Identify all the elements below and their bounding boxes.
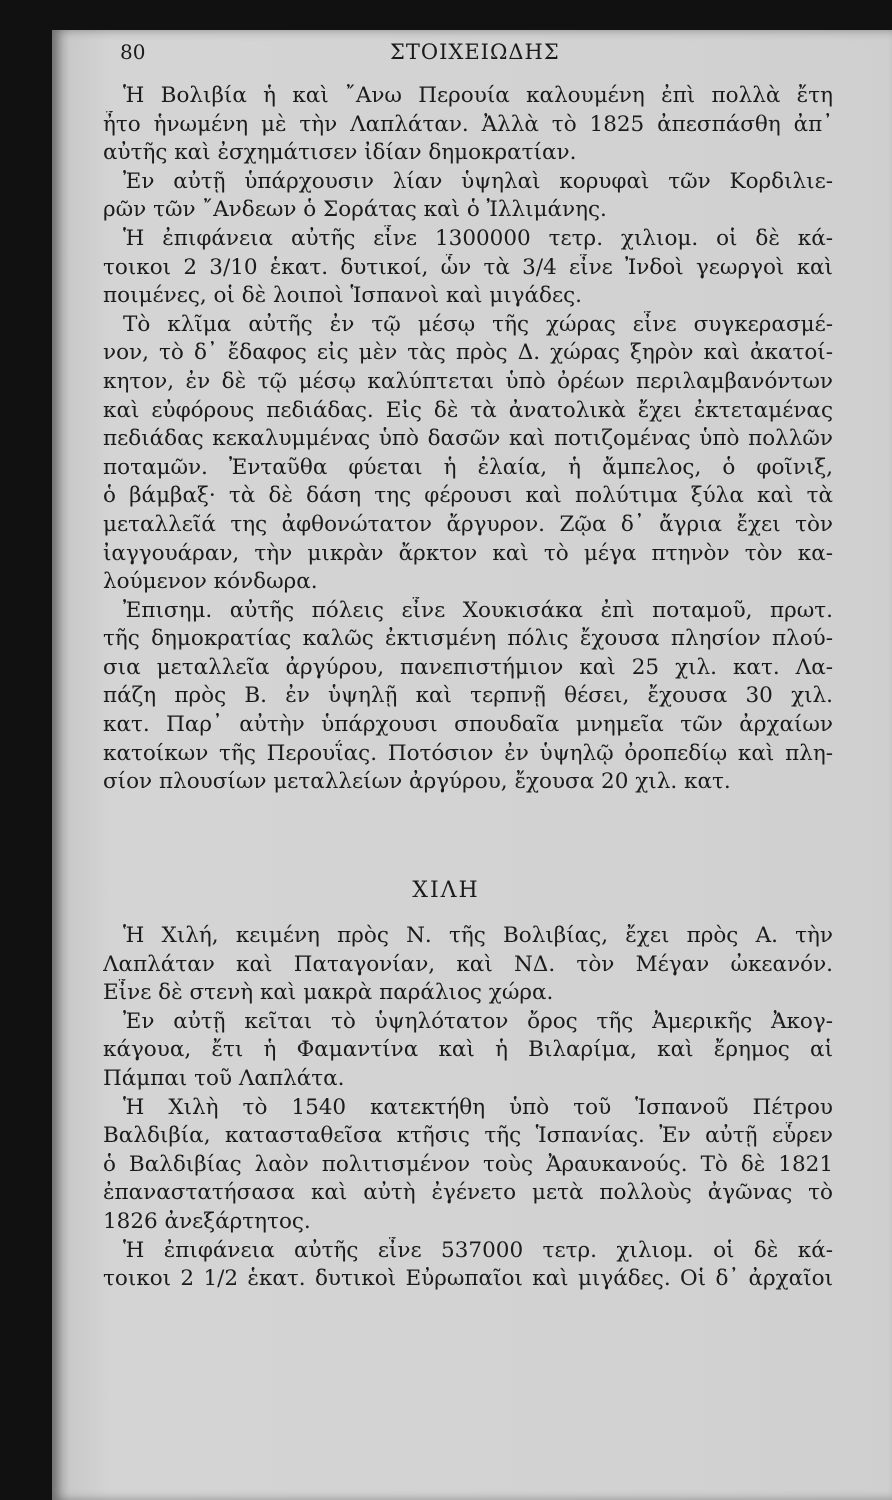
- text-line: μεταλλεῖά της ἀφθονώτατον ἄργυρον. Ζῷα δ᾽ ἄγρια ἔχει τὸν: [103, 511, 833, 537]
- text-line: ποιμένες, οἱ δὲ λοιποὶ Ἱσπανοὶ καὶ μιγάδες.: [103, 283, 582, 309]
- text-line: Ἐν αὐτῇ κεῖται τὸ ὑψηλότατον ὄρος τῆς Ἀμερικῆς Ἀκογ-: [123, 1008, 833, 1034]
- text-line: σια μεταλλεῖα ἀργύρου, πανεπιστήμιον καὶ 25 χιλ. κατ. Λα-: [103, 654, 833, 680]
- text-line: ρῶν τῶν ῎Ανδεων ὁ Σοράτας καὶ ὁ Ἰλλιμάνης.: [103, 197, 607, 223]
- text-line: Ἡ Χιλὴ τὸ 1540 κατεκτήθη ὑπὸ τοῦ Ἱσπανοῦ Πέτρου: [123, 1094, 833, 1120]
- page-number: 80: [120, 40, 146, 64]
- text-line: Ἐν αὐτῇ ὑπάρχουσιν λίαν ὑψηλαὶ κορυφαὶ τῶν Κορδιλιε-: [123, 168, 833, 194]
- text-line: Ἡ Χιλή, κειμένη πρὸς Ν. τῆς Βολιβίας, ἔχει πρὸς Α. τὴν: [123, 923, 833, 948]
- text-line: ἰαγγουάραν, τὴν μικρὰν ἄρκτον καὶ τὸ μέγα πτηνὸν τὸν κα-: [103, 540, 833, 566]
- page-header: [120, 38, 820, 72]
- text-line: κάγουα, ἔτι ἡ Φαμαντίνα καὶ ἡ Βιλαρίμα, καὶ ἔρημος αἱ: [103, 1037, 833, 1063]
- text-line: πεδιάδας κεκαλυμμένας ὑπὸ δασῶν καὶ ποτιζομένας ὑπὸ πολλῶν: [103, 426, 833, 452]
- text-line: ἦτο ἡνωμένη μὲ τὴν Λαπλάταν. Ἀλλὰ τὸ 1825 ἀπεσπάσθη ἀπ᾽: [103, 111, 833, 137]
- text-line: σίον πλουσίων μεταλλείων ἀργύρου, ἔχουσα 20 χιλ. κατ.: [103, 769, 731, 795]
- text-line: Βαλδιβία, κατασταθεῖσα κτῆσις τῆς Ἱσπανίας. Ἐν αὐτῇ εὗρεν: [103, 1123, 833, 1149]
- text-line: καὶ εὐφόρους πεδιάδας. Εἰς δὲ τὰ ἀνατολικὰ ἔχει ἐκτεταμένας: [103, 397, 833, 423]
- text-line: αὐτῆς καὶ ἐσχημάτισεν ἰδίαν δημοκρατίαν.: [103, 140, 577, 166]
- text-line: Πάμπαι τοῦ Λαπλάτα.: [103, 1065, 345, 1091]
- section-chile: [103, 922, 833, 1294]
- text-line: νον, τὸ δ᾽ ἔδαφος εἰς μὲν τὰς πρὸς Δ. χώρας ξηρὸν καὶ ἀκατοί-: [103, 340, 833, 366]
- text-line: ὁ βάμβαξ· τὰ δὲ δάση της φέρουσι καὶ πολύτιμα ξύλα καὶ τὰ: [103, 483, 833, 509]
- text-line: τῆς δημοκρατίας καλῶς ἐκτισμένη πόλις ἔχουσα πλησίον πλού-: [103, 626, 833, 652]
- running-head: ΣΤΟΙΧΕΙΩΔΗΣ: [390, 40, 560, 64]
- text-line: τοικοι 2 3/10 ἑκατ. δυτικοί, ὧν τὰ 3/4 εἶνε Ἰνδοὶ γεωργοὶ καὶ: [103, 254, 833, 280]
- text-line: Εἶνε δὲ στενὴ καὶ μακρὰ παράλιος χώρα.: [103, 980, 554, 1006]
- text-line: ὁ Βαλδιβίας λαὸν πολιτισμένον τοὺς Ἀραυκανούς. Τὸ δὲ 1821: [103, 1151, 833, 1177]
- text-line: Τὸ κλῖμα αὐτῆς ἐν τῷ μέσῳ τῆς χώρας εἶνε συγκερασμέ-: [123, 311, 833, 337]
- text-line: κητον, ἐν δὲ τῷ μέσῳ καλύπτεται ὑπὸ ὀρέων περιλαμβανόντων: [103, 368, 833, 394]
- text-line: πάζη πρὸς Β. ἐν ὑψηλῇ καὶ τερπνῇ θέσει, ἔχουσα 30 χιλ.: [103, 683, 833, 709]
- text-line: 1826 ἀνεξάρτητος.: [103, 1208, 311, 1234]
- text-line: Ἡ Βολιβία ἡ καὶ ῎Ανω Περουία καλουμένη ἐπὶ πολλὰ ἔτη: [123, 83, 833, 108]
- text-line: Λαπλάταν καὶ Παταγονίαν, καὶ ΝΔ. τὸν Μέγαν ὠκεανόν.: [103, 951, 833, 977]
- section-heading: ΧΙΛΗ: [412, 878, 480, 903]
- text-line: λούμενον κόνδωρα.: [103, 569, 318, 595]
- text-line: Ἡ ἐπιφάνεια αὐτῆς εἶνε 1300000 τετρ. χιλιομ. οἱ δὲ κά-: [123, 225, 833, 251]
- section-bolivia: [103, 82, 833, 797]
- text-line: ἐπαναστατήσασα καὶ αὐτὴ ἐγένετο μετὰ πολλοὺς ἀγῶνας τὸ: [103, 1180, 833, 1206]
- text-line: κατοίκων τῆς Περουΐας. Ποτόσιον ἐν ὑψηλῷ ὀροπεδίῳ καὶ πλη-: [103, 740, 833, 766]
- text-line: κατ. Παρ᾽ αὐτὴν ὑπάρχουσι σπουδαῖα μνημεῖα τῶν ἀρχαίων: [103, 712, 833, 738]
- text-line: ποταμῶν. Ἐνταῦθα φύεται ἡ ἐλαία, ἡ ἄμπελος, ὁ φοῖνιξ,: [103, 454, 833, 480]
- text-line: Ἐπισημ. αὐτῆς πόλεις εἶνε Χουκισάκα ἐπὶ ποταμοῦ, πρωτ.: [123, 597, 833, 623]
- text-line: τοικοι 2 1/2 ἑκατ. δυτικοὶ Εὐρωπαῖοι καὶ μιγάδες. Οἱ δ᾽ ἀρχαῖοι: [103, 1266, 833, 1292]
- text-line: Ἡ ἐπιφάνεια αὐτῆς εἶνε 537000 τετρ. χιλιομ. οἱ δὲ κά-: [123, 1237, 833, 1263]
